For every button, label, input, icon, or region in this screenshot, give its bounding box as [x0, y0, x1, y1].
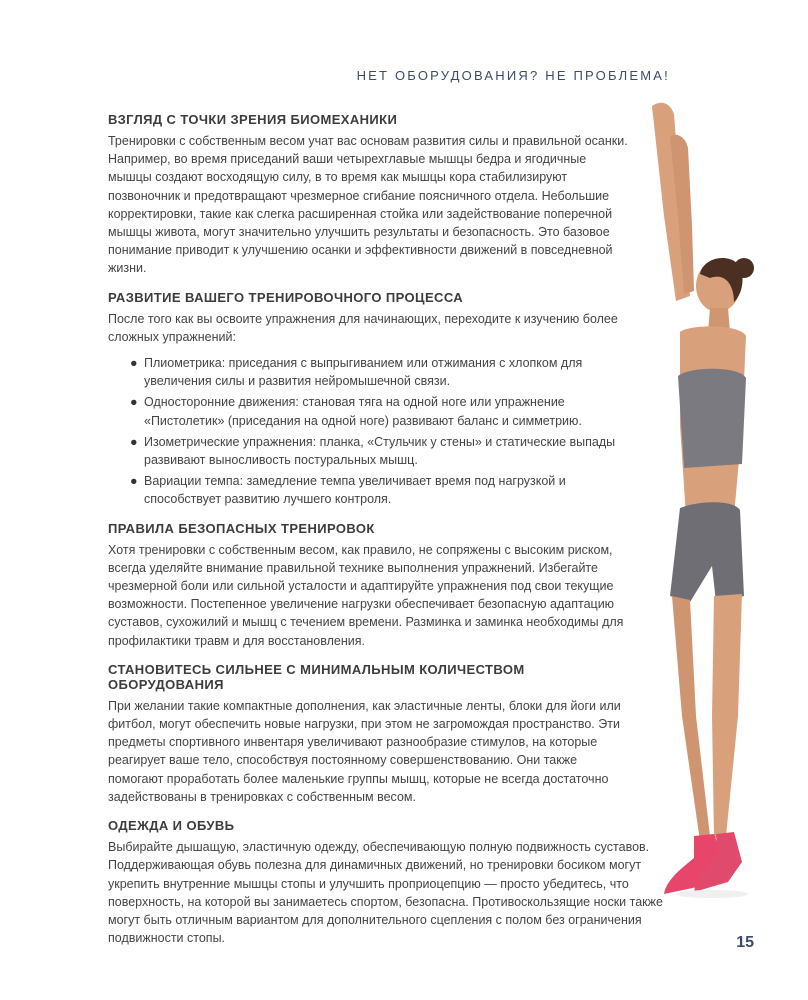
- article-body: [108, 112, 663, 959]
- sports-top: [678, 369, 746, 468]
- list-item-text: Плиометрика: приседания с выпрыгиванием или отжимания с хлопком для увеличения силы и развития нейромышечной связи.: [144, 356, 583, 389]
- list-item-text: Изометрические упражнения: планка, «Стульчик у стены» и статические выпады развивают выносливость постуральных мышц.: [144, 434, 616, 468]
- list-item-text: Вариации темпа: замедление темпа увеличивает время под нагрузкой и способствует развитию лучшего контроля.: [144, 474, 566, 507]
- shoe-sole: [676, 890, 748, 898]
- list-item: [108, 354, 628, 390]
- hair-bun: [734, 258, 754, 278]
- section-title: ОДЕЖДА И ОБУВЬ: [108, 818, 235, 834]
- section-paragraph: Выбирайте дышащую, эластичную одежду, обеспечивающую полную подвижность суставов. Поддерживающая обувь полезна для динамичных движений, но тренировки босиком могут укрепить внутренние мышцы стопы и улучшить проприоцепцию — просто убедитесь, что поверхность, на которой вы занимаетесь спортом, безопасна. Противоскользящие носки также могут быть отличным вариантом для дополнительного сцепления с полом без ограничения подвижности стопы.: [108, 840, 663, 946]
- list-item: [108, 433, 628, 469]
- leg-back: [672, 596, 710, 841]
- section-title: ВЗГЛЯД С ТОЧКИ ЗРЕНИЯ БИОМЕХАНИКИ: [108, 112, 398, 127]
- section-title: РАЗВИТИЕ ВАШЕГО ТРЕНИРОВОЧНОГО ПРОЦЕССА: [108, 289, 464, 305]
- running-header: НЕТ ОБОРУДОВАНИЯ? НЕ ПРОБЛЕМА!: [356, 68, 670, 83]
- bullet-icon: ●: [130, 356, 138, 371]
- shorts: [670, 502, 744, 602]
- list-item: [108, 472, 628, 508]
- leg-front: [712, 594, 742, 838]
- athlete-photo: [630, 96, 770, 926]
- section-paragraph: Хотя тренировки с собственным весом, как правило, не сопряжены с высоким риском, всегда уделяйте внимание правильной технике выполнения упражнений. Избегайте чрезмерной боли или сильной усталости и адаптируйте упражнения под свои текущие возможности. Постепенное увеличение нагрузки обеспечивает безопасную адаптацию суставов, сухожилий и мышц с течением времени. Разминка и заминка необходимы для профилактики травм и для восстановления.: [108, 542, 624, 648]
- list-item: [108, 393, 628, 429]
- bullet-icon: ●: [130, 395, 138, 410]
- section-title: ПРАВИЛА БЕЗОПАСНЫХ ТРЕНИРОВОК: [108, 520, 375, 536]
- section-safety: [108, 521, 628, 650]
- section-progression: [108, 290, 628, 509]
- bullet-icon: ●: [130, 434, 138, 449]
- bullet-icon: ●: [130, 474, 138, 489]
- section-paragraph: После того как вы освоите упражнения для начинающих, переходите к изучению более сложных упражнений:: [108, 311, 618, 344]
- page-number: 15: [736, 934, 754, 951]
- section-title: СТАНОВИТЕСЬ СИЛЬНЕЕ С МИНИМАЛЬНЫМ КОЛИЧЕСТВОМ ОБОРУДОВАНИЯ: [108, 661, 525, 692]
- bullet-list: [108, 354, 628, 509]
- section-clothing: [108, 818, 663, 947]
- section-biomechanics: [108, 112, 628, 278]
- section-equipment: [108, 662, 628, 806]
- section-paragraph: Тренировки с собственным весом учат вас основам развития силы и правильной осанки. Например, во время приседаний ваши четырехглавые мышцы бедра и ягодичные мышцы создают восходящую силу, в то время как мышцы кора стабилизируют позвоночник и предотвращают чрезмерное сгибание поясничного отдела. Небольшие корректировки, такие как слегка расширенная стойка или задействование поперечной мышцы живота, могут значительно улучшить результаты и безопасность. Это базовое понимание приводит к улучшению осанки и эффективности движений в повседневной жизни.: [108, 134, 628, 276]
- list-item-text: Односторонние движения: становая тяга на одной ноге или упражнение «Пистолетик» (приседания на одной ноге) развивают баланс и симметрию.: [144, 395, 582, 428]
- section-paragraph: При желании такие компактные дополнения, как эластичные ленты, блоки для йоги или фитбол, могут обеспечить новые нагрузки, при этом не загромождая пространство. Эти предметы спортивного инвентаря увеличивают разнообразие стимулов, на которые реагирует ваше тело, способствуя постоянному совершенствованию. Они также помогают проработать более маленькие группы мышц, которые не всегда достаточно задействованы в тренировках с собственным весом.: [108, 698, 621, 804]
